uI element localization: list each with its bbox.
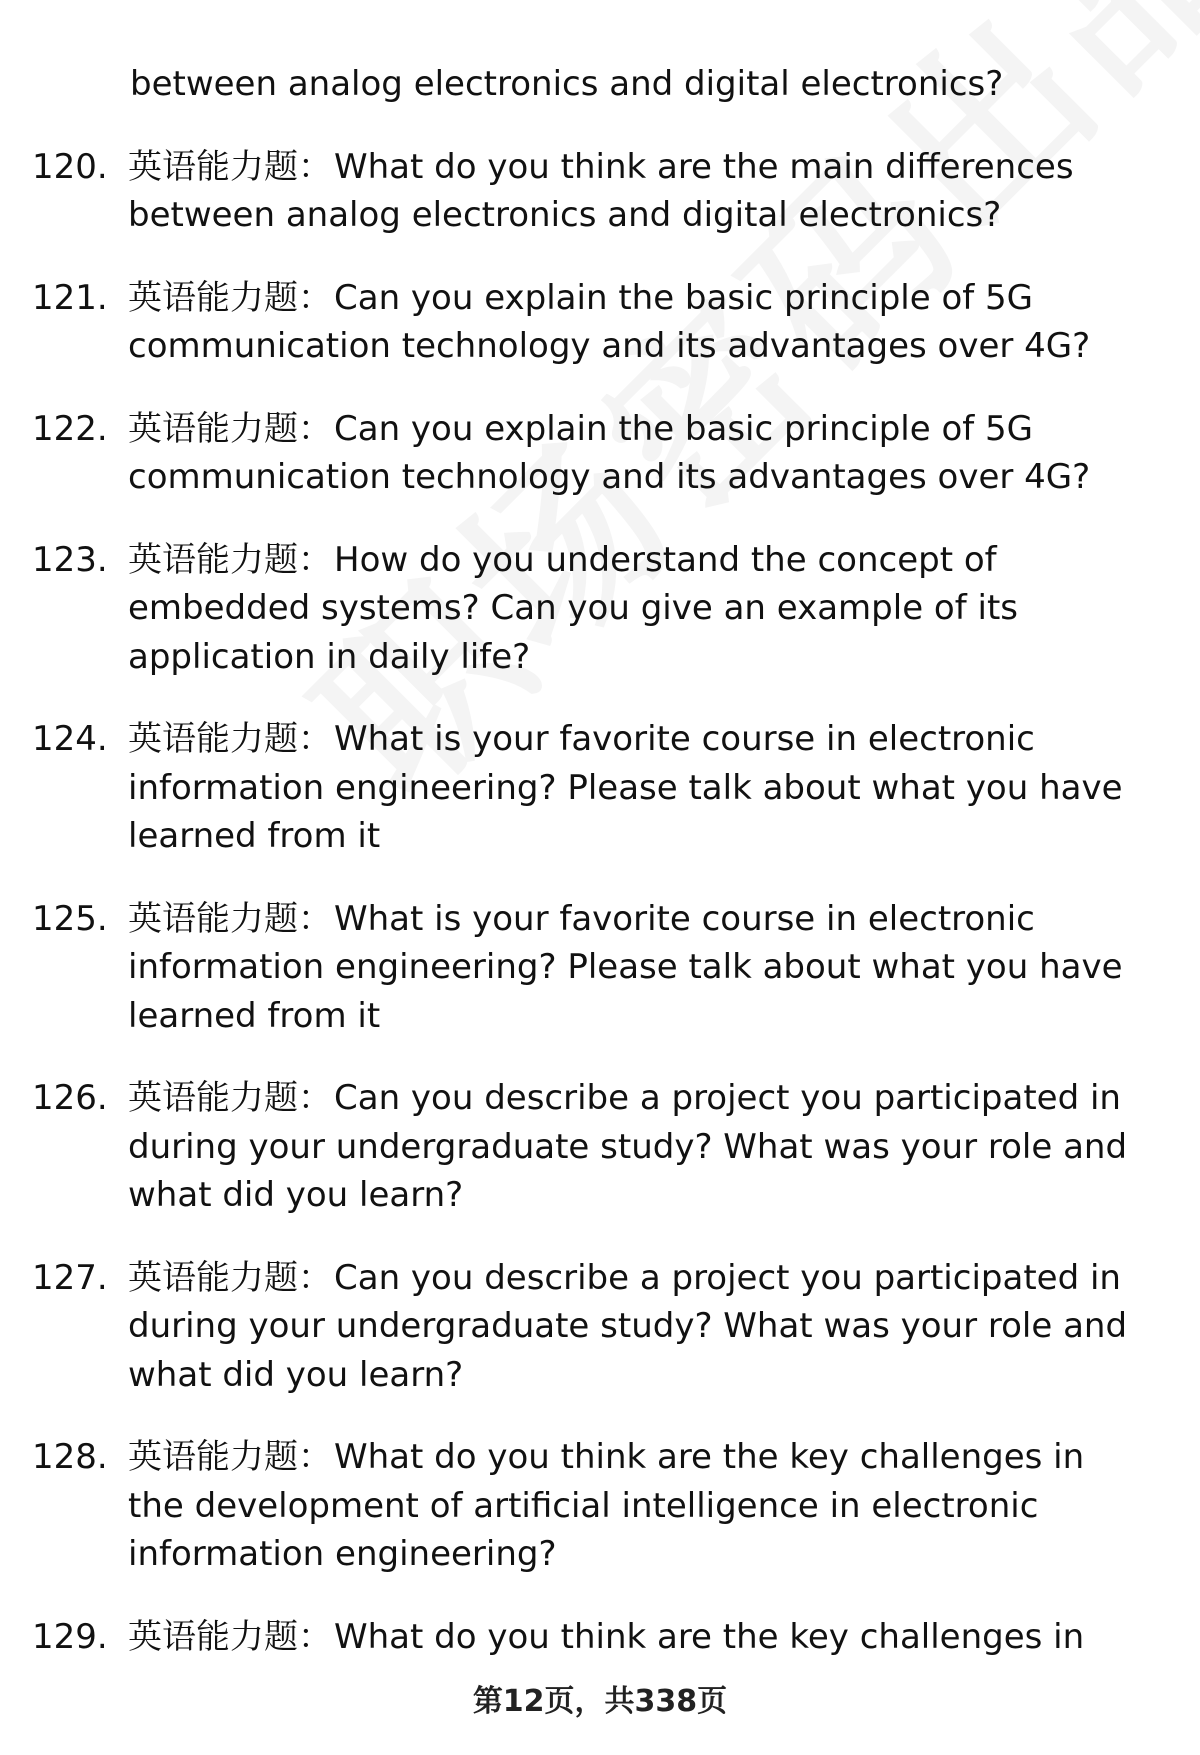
question-item [0, 1254, 1200, 1400]
question-text: What is your favorite course in electronic information engineering? Please talk about what you have learned from it [128, 719, 1123, 856]
question-text-block [128, 715, 1143, 861]
question-text: Can you describe a project you participated in during your undergraduate study? What was your role and what did you learn? [128, 1078, 1128, 1215]
question-text-block [128, 895, 1143, 1041]
question-number: 122. [32, 408, 108, 449]
question-item [0, 274, 1200, 371]
question-prefix: 英语能力题： [128, 539, 332, 580]
question-text: Can you describe a project you participated in during your undergraduate study? What was your role and what did you learn? [128, 1257, 1128, 1395]
question-item [0, 1433, 1200, 1579]
question-text: What do you think are the key challenges in the development of artificial intelligence in electronic information engineering? [128, 1437, 1085, 1574]
page-footer: 第12页，共338页 [472, 1684, 728, 1719]
question-prefix: 英语能力题： [128, 1437, 332, 1477]
question-list [0, 60, 1200, 1695]
question-item [0, 715, 1200, 861]
question-text-block [128, 274, 1143, 371]
question-number: 128. [32, 1437, 108, 1477]
question-item [0, 1074, 1200, 1220]
question-text-block [128, 536, 1143, 682]
question-text: between analog electronics and digital electronics? [130, 64, 1004, 104]
question-text: How do you understand the concept of embedded systems? Can you give an example of its application in daily life? [128, 539, 1018, 677]
question-number: 126. [32, 1078, 108, 1118]
question-text-block [128, 1613, 1143, 1662]
question-text-block [128, 143, 1143, 240]
question-text: What is your favorite course in electronic information engineering? Please talk about what you have learned from it [128, 898, 1123, 1036]
question-prefix: 英语能力题： [128, 1078, 332, 1118]
question-prefix: 英语能力题： [128, 1257, 332, 1298]
question-prefix: 英语能力题： [128, 277, 332, 318]
question-item [0, 895, 1200, 1041]
question-item [0, 143, 1200, 240]
question-text-block [128, 60, 1143, 109]
question-text-block [128, 1433, 1143, 1579]
question-prefix: 英语能力题： [128, 898, 332, 939]
question-item [0, 536, 1200, 682]
question-text: Can you explain the basic principle of 5G communication technology and its advantages over 4G? [128, 277, 1091, 366]
question-prefix: 英语能力题： [128, 1616, 332, 1657]
question-prefix: 英语能力题： [128, 719, 332, 759]
question-prefix: 英语能力题： [128, 408, 332, 449]
question-number: 124. [32, 719, 108, 759]
question-number: 127. [32, 1257, 108, 1298]
question-number: 129. [32, 1616, 108, 1657]
question-text-block [128, 405, 1143, 502]
question-text-block [128, 1254, 1143, 1400]
question-number: 121. [32, 277, 108, 318]
question-text-block [128, 1074, 1143, 1220]
question-text: What do you think are the main differences between analog electronics and digital electronics? [128, 146, 1074, 235]
question-item [0, 1613, 1200, 1662]
question-text: Can you explain the basic principle of 5G communication technology and its advantages over 4G? [128, 408, 1091, 497]
question-number: 123. [32, 539, 108, 580]
question-item [0, 405, 1200, 502]
question-number: 120. [32, 146, 108, 187]
question-prefix: 英语能力题： [128, 146, 332, 187]
question-item [0, 60, 1200, 109]
question-number: 125. [32, 898, 108, 939]
question-text: What do you think are the key challenges in [334, 1616, 1085, 1657]
